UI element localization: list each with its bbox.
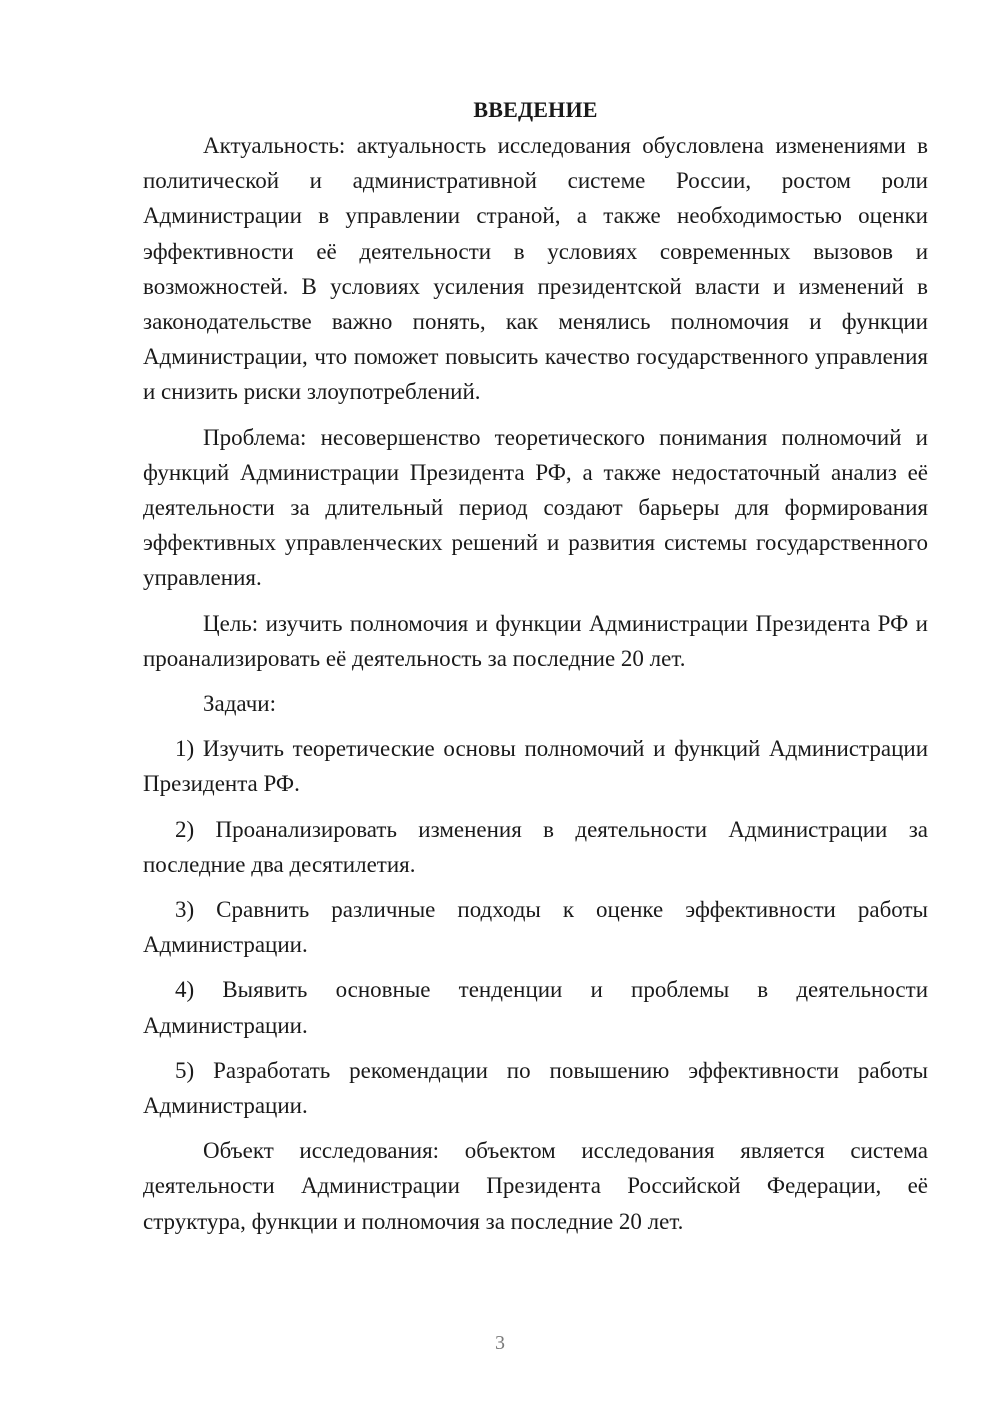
- task-item-4: 4) Выявить основные тенденции и проблемы в деятельности Администрации.: [143, 977, 928, 1038]
- tasks-list: [143, 731, 928, 1123]
- task-item-2: 2) Проанализировать изменения в деятельности Администрации за последние два десятилетия.: [143, 816, 928, 877]
- document-page: [143, 92, 928, 1239]
- task-item-1: 1) Изучить теоретические основы полномочий и функций Администрации Президента РФ.: [143, 736, 928, 797]
- section-title: ВВЕДЕНИЕ: [473, 97, 598, 122]
- page-number: 3: [495, 1332, 505, 1354]
- task-item-5: 5) Разработать рекомендации по повышению эффективности работы Администрации.: [143, 1057, 928, 1119]
- goal-paragraph: Цель: изучить полномочия и функции Администрации Президента РФ и проанализировать её деятельность за последние 20 лет.: [143, 610, 928, 671]
- tasks-heading: Задачи:: [203, 691, 276, 717]
- task-item-3: 3) Сравнить различные подходы к оценке эффективности работы Администрации.: [143, 897, 928, 958]
- object-paragraph: Объект исследования: объектом исследования является система деятельности Администрации Президента Российской Федерации, её структура, функции и полномочия за последние 20 лет.: [143, 1138, 928, 1234]
- relevance-paragraph: Актуальность: актуальность исследования обусловлена изменениями в политической и административной системе России, ростом роли Администрации в управлении страной, а также необходимостью оценки эффективности её деятельности в условиях современных вызовов и возможностей. В условиях усиления президентской власти и изменений в законодательстве важно понять, как менялись полномочия и функции Администрации, что поможет повысить качество государственного управления и снизить риски злоупотреблений.: [143, 133, 928, 405]
- problem-paragraph: Проблема: несовершенство теоретического понимания полномочий и функций Администрации Президента РФ, а также недостаточный анализ её деятельности за длительный период создают барьеры для формирования эффективных управленческих решений и развития системы государственного управления.: [143, 424, 928, 591]
